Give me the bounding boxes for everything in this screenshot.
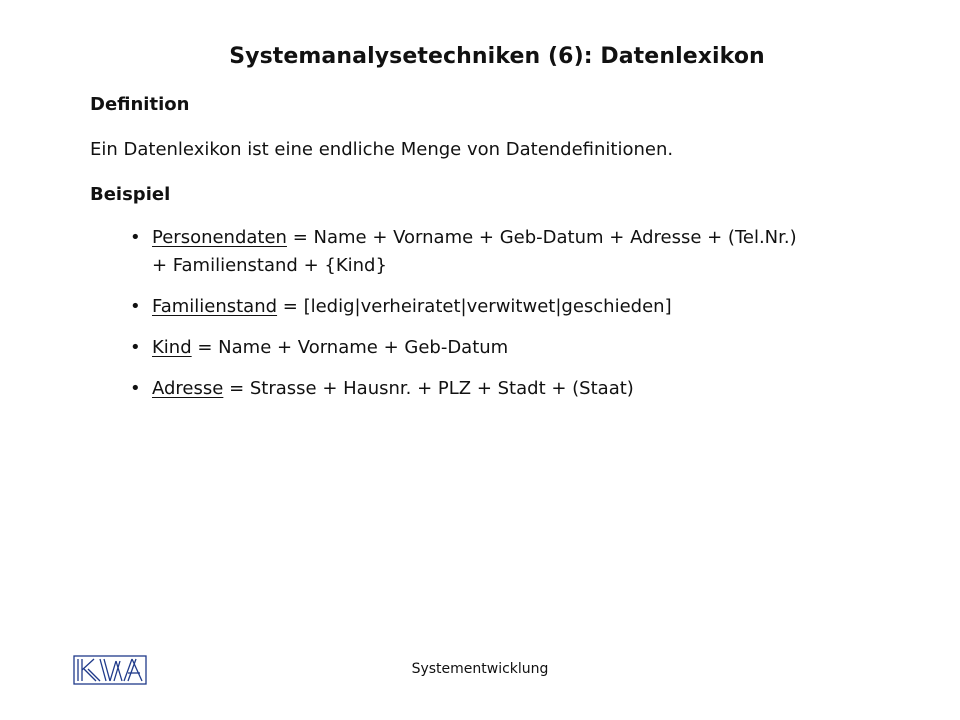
definition-personendaten-continued: + Familienstand + {Kind} (152, 255, 387, 276)
term-kind: Kind (152, 337, 192, 358)
example-list (130, 224, 910, 416)
list-item (130, 334, 910, 362)
definition-personendaten: = Name + Vorname + Geb-Datum + Adresse + (Tel.Nr.) (286, 227, 797, 248)
term-adresse: Adresse (152, 378, 224, 399)
bullet: • (130, 296, 141, 317)
footer-text: Systementwicklung (411, 661, 549, 677)
definition-kind: = Name + Vorname + Geb-Datum (191, 337, 509, 358)
term-personendaten: Personendaten (152, 227, 287, 248)
list-item (130, 293, 910, 321)
list-item (130, 224, 910, 280)
definition-heading: Definition (90, 94, 190, 115)
term-familienstand: Familienstand (152, 296, 278, 317)
list-item (130, 375, 910, 403)
bullet: • (130, 337, 141, 358)
bullet: • (130, 378, 141, 399)
definition-adresse: = Strasse + Hausnr. + PLZ + Stadt + (Staat) (223, 378, 634, 399)
bullet: • (130, 227, 141, 248)
slide-title: Systemanalysetechniken (6): Datenlexikon (229, 44, 765, 69)
definition-familienstand: = [ledig|verheiratet|verwitwet|geschieden] (277, 296, 672, 317)
example-heading: Beispiel (90, 184, 171, 205)
definition-text: Ein Datenlexikon ist eine endliche Menge von Datendefinitionen. (90, 139, 674, 160)
